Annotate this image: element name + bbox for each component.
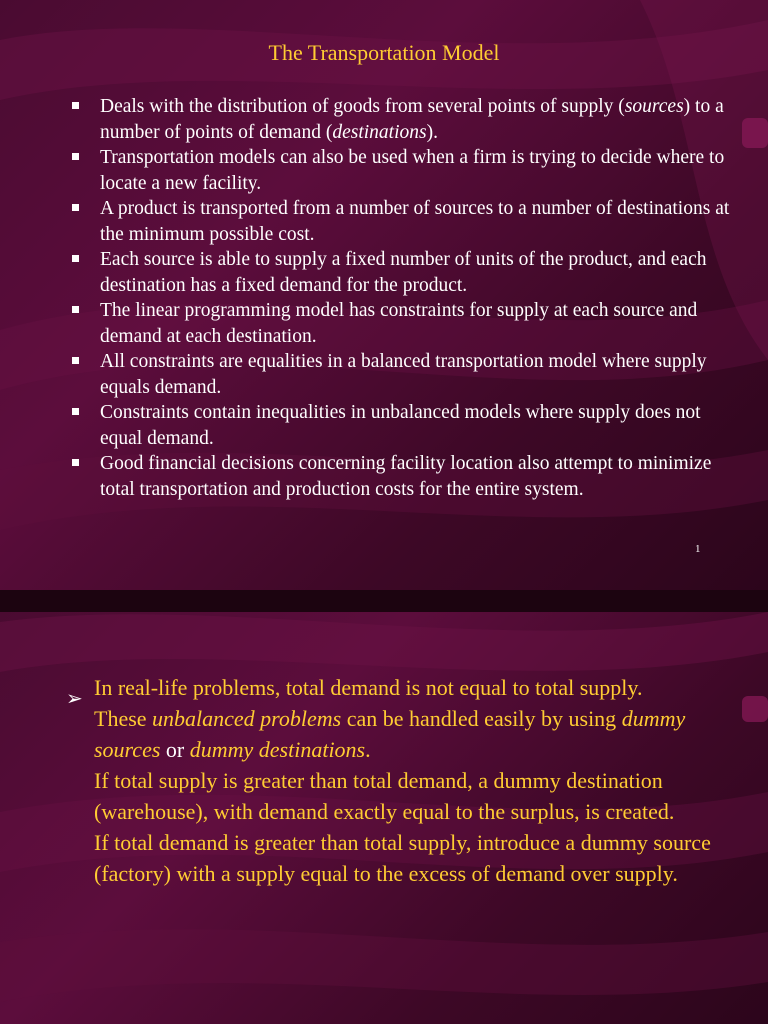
square-bullet-icon	[72, 357, 79, 364]
paragraph-demand-supply: In real-life problems, total demand is not equal to total supply.	[94, 675, 643, 700]
slide-number: 1	[695, 543, 701, 555]
slide-2	[0, 612, 768, 1024]
bullet-item: Transportation models can also be used when a firm is trying to decide where to locate a new facility.	[70, 145, 742, 196]
paragraph-unbalanced: These unbalanced problems can be handled easily by using dummy sources or dummy destinations.	[94, 706, 686, 762]
bullet-list	[70, 94, 742, 502]
bullet-item: A product is transported from a number of sources to a number of destinations at the minimum possible cost.	[70, 196, 742, 247]
bullet-item: The linear programming model has constraints for supply at each source and demand at each destination.	[70, 298, 742, 349]
arrow-bullet-icon: ➢	[66, 688, 83, 710]
square-bullet-icon	[72, 204, 79, 211]
square-bullet-icon	[72, 408, 79, 415]
bullet-item: Deals with the distribution of goods from several points of supply (sources) to a number of points of demand (destinations).	[70, 94, 742, 145]
square-bullet-icon	[72, 153, 79, 160]
slide-title: The Transportation Model	[268, 40, 500, 65]
paragraph-dummy-source: If total demand is greater than total supply, introduce a dummy source (factory) with a supply equal to the excess of demand over supply.	[94, 830, 711, 886]
square-bullet-icon	[72, 459, 79, 466]
bullet-item: Each source is able to supply a fixed number of units of the product, and each destination has a fixed demand for the product.	[70, 247, 742, 298]
square-bullet-icon	[72, 102, 79, 109]
slide-separator	[0, 590, 768, 612]
bullet-item: Good financial decisions concerning facility location also attempt to minimize total transportation and production costs for the entire system.	[70, 451, 742, 502]
paragraph-dummy-destination: If total supply is greater than total demand, a dummy destination (warehouse), with demand exactly equal to the surplus, is created.	[94, 768, 675, 824]
square-bullet-icon	[72, 255, 79, 262]
slide-2-body	[94, 672, 734, 889]
square-bullet-icon	[72, 306, 79, 313]
bullet-item: All constraints are equalities in a balanced transportation model where supply equals demand.	[70, 349, 742, 400]
bullet-item: Constraints contain inequalities in unbalanced models where supply does not equal demand.	[70, 400, 742, 451]
